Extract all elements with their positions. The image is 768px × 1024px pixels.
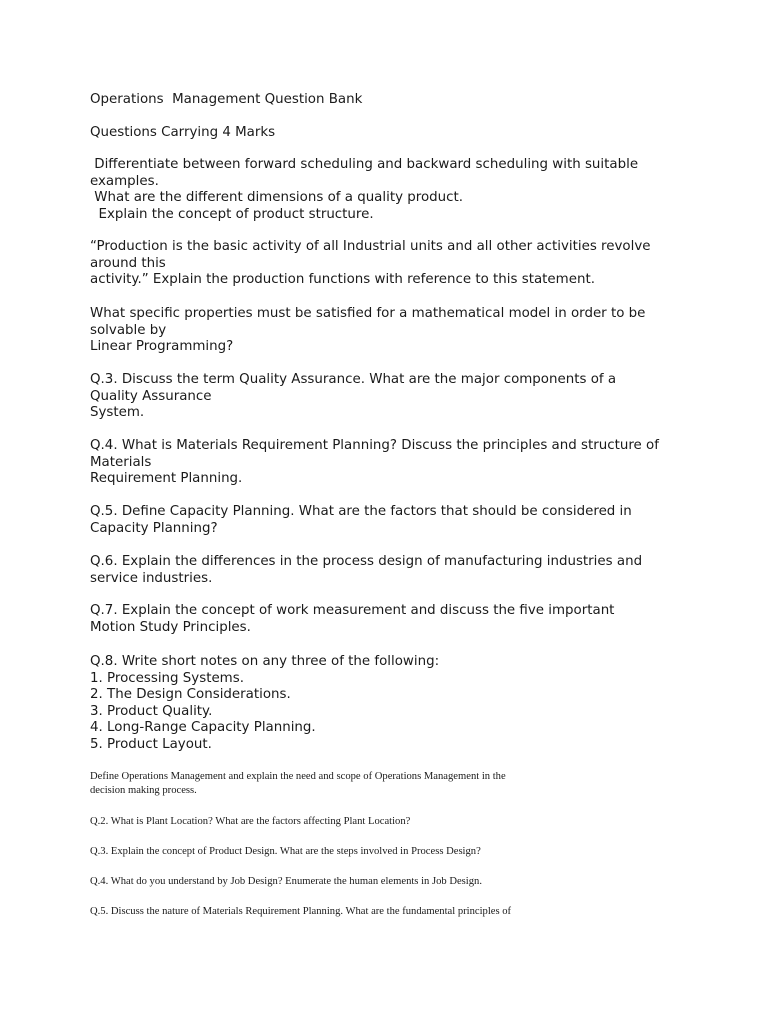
text-line: Q.4. What is Materials Requirement Planning? Discuss the principles and structure of — [90, 438, 659, 453]
text-line: Q.3. Discuss the term Quality Assurance. What are the major components of a — [90, 372, 617, 387]
text-line: activity.” Explain the production functions with reference to this statement. — [90, 272, 595, 287]
list-item: 5. Product Layout. — [90, 736, 212, 752]
question-q8 — [90, 654, 690, 753]
small-question-2 — [90, 815, 690, 829]
text-line: Q.7. Explain the concept of work measurement and discuss the five important — [90, 603, 615, 618]
question-q3 — [90, 372, 690, 422]
text-line: What are the different dimensions of a quality product. — [90, 190, 464, 205]
text-line: Explain the concept of product structure. — [90, 206, 374, 222]
text-line: Motion Study Principles. — [90, 619, 251, 635]
list-item: 3. Product Quality. — [90, 703, 213, 719]
text-line: examples. — [90, 173, 159, 189]
text-line: Materials — [90, 454, 152, 470]
text-line: around this — [90, 255, 166, 271]
text-line: System. — [90, 405, 145, 420]
text-line: Q.3. Explain the concept of Product Design. What are the steps involved in Process Design? — [90, 846, 481, 857]
small-question-1 — [90, 770, 690, 798]
subtitle-line: Questions Carrying 4 Marks — [90, 125, 276, 140]
question-block-3 — [90, 306, 690, 356]
question-q4 — [90, 438, 690, 488]
title-line: Operations Management Question Bank — [90, 92, 363, 107]
text-line: Requirement Planning. — [90, 471, 243, 486]
list-item: 1. Processing Systems. — [90, 670, 244, 686]
question-q6 — [90, 554, 690, 587]
list-item: 2. The Design Considerations. — [90, 687, 291, 702]
section-heading — [90, 125, 690, 142]
question-block-1 — [90, 157, 690, 223]
text-line: service industries. — [90, 570, 213, 586]
small-question-3 — [90, 845, 690, 859]
document-title — [90, 92, 690, 109]
text-line: solvable by — [90, 322, 167, 338]
text-line: Q.4. What do you understand by Job Design? Enumerate the human elements in Job Design. — [90, 876, 482, 887]
question-block-2 — [90, 239, 690, 289]
text-line: Q.2. What is Plant Location? What are the factors affecting Plant Location? — [90, 816, 411, 827]
list-item: 4. Long-Range Capacity Planning. — [90, 720, 316, 735]
text-line: Quality Assurance — [90, 388, 212, 404]
text-line: “Production is the basic activity of all Industrial units and all other activities revolve — [90, 239, 651, 254]
question-q5 — [90, 504, 690, 537]
question-q7 — [90, 603, 690, 636]
small-question-5 — [90, 905, 690, 919]
text-line: Q.5. Define Capacity Planning. What are the factors that should be considered in — [90, 504, 632, 519]
text-line: Linear Programming? — [90, 339, 234, 354]
text-line: Q.6. Explain the differences in the process design of manufacturing industries and — [90, 554, 643, 569]
text-line: Q.8. Write short notes on any three of the following: — [90, 654, 440, 669]
small-question-4 — [90, 875, 690, 889]
text-line: Define Operations Management and explain the need and scope of Operations Management in the — [90, 771, 506, 782]
text-line: What specific properties must be satisfied for a mathematical model in order to be — [90, 306, 646, 321]
text-line: decision making process. — [90, 785, 197, 796]
text-line: Differentiate between forward scheduling and backward scheduling with suitable — [90, 157, 639, 172]
text-line: Q.5. Discuss the nature of Materials Requirement Planning. What are the fundamental principles of — [90, 906, 512, 917]
text-line: Capacity Planning? — [90, 520, 218, 536]
